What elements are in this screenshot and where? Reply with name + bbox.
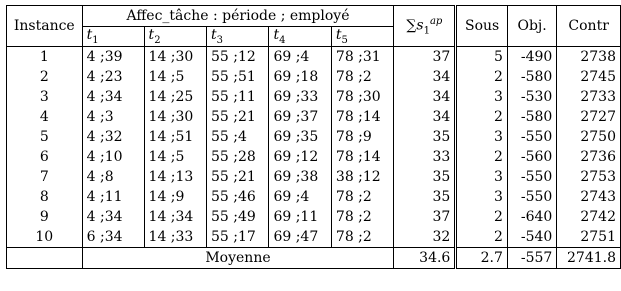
- cell-task-3: 55 ;11: [207, 87, 269, 107]
- footer-empty-cell: [7, 247, 83, 268]
- cell-sum: 35: [394, 187, 456, 207]
- cell-task-2: 14 ;51: [144, 127, 206, 147]
- cell-obj: -640: [507, 207, 556, 227]
- cell-sum: 37: [394, 46, 456, 67]
- table-row: [7, 147, 621, 167]
- cell-sum: 34: [394, 67, 456, 87]
- cell-task-2: 14 ;30: [144, 46, 206, 67]
- cell-task-4: 69 ;18: [269, 67, 331, 87]
- header-group: Affec_tâche : période ; employé: [82, 6, 394, 27]
- cell-task-5: 78 ;2: [331, 187, 393, 207]
- cell-obj: -580: [507, 67, 556, 87]
- cell-task-2: 14 ;9: [144, 187, 206, 207]
- sum-sup: ap: [429, 15, 443, 27]
- cell-task-2: 14 ;25: [144, 87, 206, 107]
- cell-task-3: 55 ;4: [207, 127, 269, 147]
- task-base: t: [211, 27, 217, 43]
- cell-sum: 33: [394, 147, 456, 167]
- cell-contr: 2742: [557, 207, 621, 227]
- cell-task-4: 69 ;37: [269, 107, 331, 127]
- cell-sous: 5: [456, 46, 508, 67]
- cell-task-4: 69 ;47: [269, 227, 331, 248]
- cell-task-2: 14 ;5: [144, 67, 206, 87]
- cell-sous: 3: [456, 87, 508, 107]
- cell-sous: 3: [456, 167, 508, 187]
- cell-instance: 8: [7, 187, 83, 207]
- header-contr: Contr: [557, 6, 621, 47]
- cell-instance: 6: [7, 147, 83, 167]
- cell-task-2: 14 ;34: [144, 207, 206, 227]
- footer-sous: 2.7: [456, 247, 508, 268]
- cell-sum: 37: [394, 207, 456, 227]
- task-sub: 2: [154, 34, 161, 46]
- cell-sum: 35: [394, 167, 456, 187]
- cell-task-5: 38 ;12: [331, 167, 393, 187]
- cell-instance: 3: [7, 87, 83, 107]
- header-sum: [394, 6, 456, 47]
- task-base: t: [273, 27, 280, 43]
- cell-task-3: 55 ;28: [207, 147, 269, 167]
- cell-sous: 3: [456, 127, 508, 147]
- table-row: [7, 227, 621, 248]
- header-instance: Instance: [7, 6, 83, 47]
- cell-task-4: 69 ;38: [269, 167, 331, 187]
- cell-obj: -530: [507, 87, 556, 107]
- table-row: [7, 87, 621, 107]
- header-task-5: [331, 27, 393, 47]
- task-base: t: [148, 27, 155, 43]
- cell-task-3: 55 ;21: [207, 107, 269, 127]
- header-task-3: [207, 27, 269, 47]
- cell-contr: 2736: [557, 147, 621, 167]
- cell-task-2: 14 ;5: [144, 147, 206, 167]
- table-row: [7, 127, 621, 147]
- table-row: [7, 207, 621, 227]
- footer-contr: 2741.8: [557, 247, 621, 268]
- cell-obj: -560: [507, 147, 556, 167]
- cell-task-4: 69 ;33: [269, 87, 331, 107]
- cell-sous: 2: [456, 107, 508, 127]
- cell-sum: 34: [394, 87, 456, 107]
- table-row: [7, 67, 621, 87]
- task-sub: 4: [279, 34, 286, 46]
- cell-task-4: 69 ;4: [269, 187, 331, 207]
- header-task-4: [269, 27, 331, 47]
- cell-task-1: 4 ;34: [82, 207, 144, 227]
- cell-instance: 5: [7, 127, 83, 147]
- cell-task-2: 14 ;30: [144, 107, 206, 127]
- sum-sub: 1: [423, 25, 430, 37]
- cell-sous: 2: [456, 227, 508, 248]
- cell-contr: 2733: [557, 87, 621, 107]
- cell-task-1: 4 ;3: [82, 107, 144, 127]
- cell-task-5: 78 ;14: [331, 147, 393, 167]
- cell-contr: 2745: [557, 67, 621, 87]
- cell-task-3: 55 ;49: [207, 207, 269, 227]
- cell-instance: 1: [7, 46, 83, 67]
- cell-task-5: 78 ;2: [331, 227, 393, 248]
- cell-obj: -490: [507, 46, 556, 67]
- header-sous: Sous: [456, 6, 508, 47]
- header-task-1: [82, 27, 144, 47]
- table-row: [7, 167, 621, 187]
- cell-contr: 2738: [557, 46, 621, 67]
- table-row: [7, 187, 621, 207]
- cell-sous: 2: [456, 207, 508, 227]
- cell-instance: 2: [7, 67, 83, 87]
- table-row: [7, 107, 621, 127]
- cell-task-3: 55 ;17: [207, 227, 269, 248]
- cell-sum: 35: [394, 127, 456, 147]
- cell-sous: 3: [456, 187, 508, 207]
- cell-task-2: 14 ;13: [144, 167, 206, 187]
- cell-task-1: 4 ;23: [82, 67, 144, 87]
- cell-task-1: 4 ;34: [82, 87, 144, 107]
- cell-task-3: 55 ;12: [207, 46, 269, 67]
- cell-task-5: 78 ;30: [331, 87, 393, 107]
- cell-task-3: 55 ;51: [207, 67, 269, 87]
- cell-task-5: 78 ;2: [331, 67, 393, 87]
- cell-task-3: 55 ;46: [207, 187, 269, 207]
- cell-obj: -580: [507, 107, 556, 127]
- cell-contr: 2753: [557, 167, 621, 187]
- footer-label: Moyenne: [82, 247, 394, 268]
- sum-base: s: [416, 17, 424, 34]
- cell-obj: -550: [507, 187, 556, 207]
- sum-symbol: ∑: [406, 17, 417, 34]
- header-task-2: [144, 27, 206, 47]
- cell-task-5: 78 ;9: [331, 127, 393, 147]
- cell-task-1: 4 ;39: [82, 46, 144, 67]
- cell-task-4: 69 ;12: [269, 147, 331, 167]
- cell-sous: 2: [456, 147, 508, 167]
- task-sub: 1: [92, 34, 99, 46]
- cell-task-1: 4 ;8: [82, 167, 144, 187]
- cell-task-1: 4 ;10: [82, 147, 144, 167]
- cell-instance: 10: [7, 227, 83, 248]
- cell-contr: 2743: [557, 187, 621, 207]
- cell-instance: 7: [7, 167, 83, 187]
- cell-task-2: 14 ;33: [144, 227, 206, 248]
- cell-task-4: 69 ;11: [269, 207, 331, 227]
- footer-obj: -557: [507, 247, 556, 268]
- task-sub: 5: [341, 34, 348, 46]
- cell-instance: 9: [7, 207, 83, 227]
- cell-task-5: 78 ;31: [331, 46, 393, 67]
- cell-task-5: 78 ;2: [331, 207, 393, 227]
- task-base: t: [86, 27, 93, 43]
- cell-sum: 34: [394, 107, 456, 127]
- cell-sum: 32: [394, 227, 456, 248]
- header-obj: Obj.: [507, 6, 556, 47]
- table-row: [7, 46, 621, 67]
- cell-obj: -550: [507, 167, 556, 187]
- cell-contr: 2751: [557, 227, 621, 248]
- cell-sous: 2: [456, 67, 508, 87]
- cell-task-4: 69 ;4: [269, 46, 331, 67]
- cell-task-1: 6 ;34: [82, 227, 144, 248]
- cell-task-5: 78 ;14: [331, 107, 393, 127]
- cell-contr: 2727: [557, 107, 621, 127]
- cell-task-1: 4 ;11: [82, 187, 144, 207]
- cell-task-3: 55 ;21: [207, 167, 269, 187]
- task-base: t: [335, 27, 342, 43]
- cell-task-1: 4 ;32: [82, 127, 144, 147]
- cell-task-4: 69 ;35: [269, 127, 331, 147]
- cell-contr: 2750: [557, 127, 621, 147]
- results-table-container: [6, 5, 621, 269]
- cell-obj: -540: [507, 227, 556, 248]
- results-table: [6, 5, 621, 269]
- cell-instance: 4: [7, 107, 83, 127]
- task-sub: 3: [216, 34, 224, 46]
- footer-sum: 34.6: [394, 247, 456, 268]
- cell-obj: -550: [507, 127, 556, 147]
